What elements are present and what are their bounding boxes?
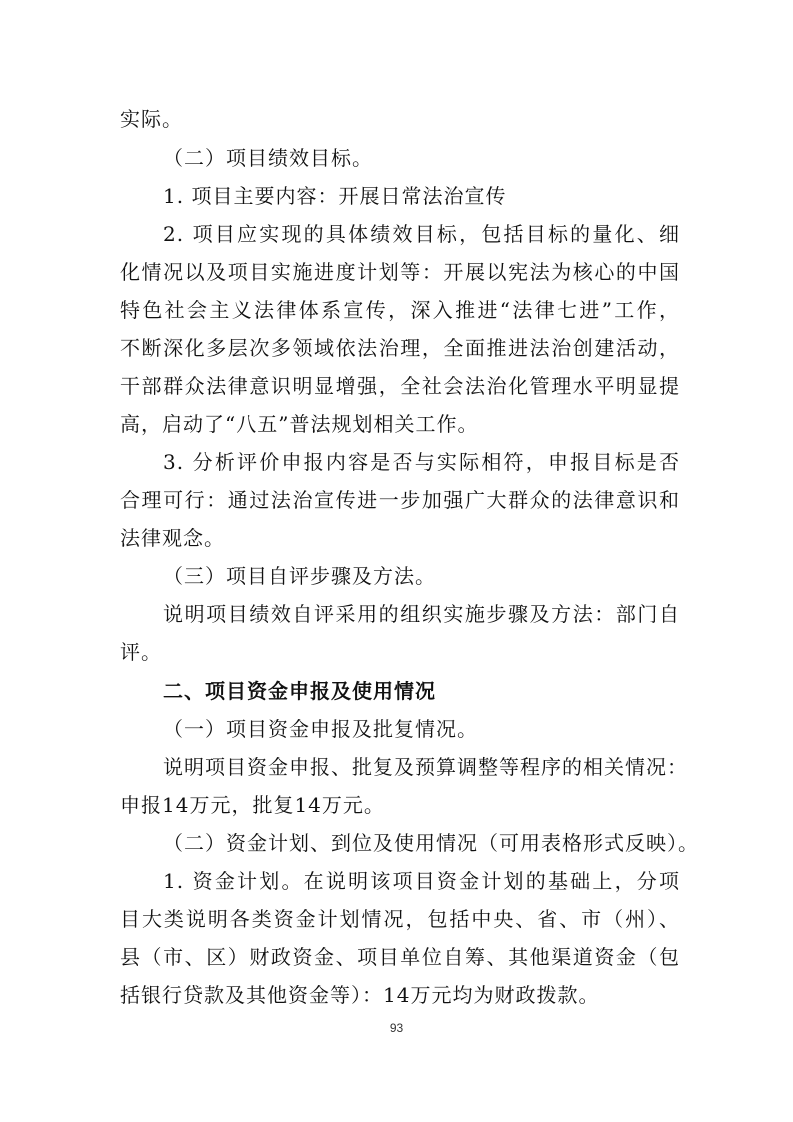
text-line: 评。 xyxy=(120,640,162,664)
text-line: 法律观念。 xyxy=(120,526,225,550)
text-line: 申报14万元，批复14万元。 xyxy=(120,793,385,817)
text-line: 3. 分析评价申报内容是否与实际相符，申报目标是否 xyxy=(163,450,680,474)
text-line: 干部群众法律意识明显增强，全社会法治化管理水平明显提 xyxy=(120,374,680,398)
text-line: 1. 项目主要内容：开展日常法治宣传 xyxy=(163,184,507,208)
section-heading: （二）项目绩效目标。 xyxy=(163,146,373,170)
chapter-heading: 二、项目资金申报及使用情况 xyxy=(163,679,436,703)
section-heading: （二）资金计划、到位及使用情况（可用表格形式反映）。 xyxy=(163,831,699,855)
section-heading: （一）项目资金申报及批复情况。 xyxy=(163,717,478,741)
text-line: 合理可行：通过法治宣传进一步加强广大群众的法律意识和 xyxy=(120,488,680,512)
page-number: 93 xyxy=(389,1021,404,1035)
text-line: 不断深化多层次多领域依法治理，全面推进法治创建活动， xyxy=(120,336,680,360)
text-line: 化情况以及项目实施进度计划等：开展以宪法为核心的中国 xyxy=(120,260,680,284)
text-line: 高，启动了“八五”普法规划相关工作。 xyxy=(120,412,479,436)
text-line: 县（市、区）财政资金、项目单位自筹、其他渠道资金（包 xyxy=(120,945,680,969)
text-line: 目大类说明各类资金计划情况，包括中央、省、市（州）、 xyxy=(120,907,680,931)
text-line: 括银行贷款及其他资金等）：14万元均为财政拨款。 xyxy=(120,983,600,1007)
text-line: 说明项目资金申报、批复及预算调整等程序的相关情况： xyxy=(163,755,688,779)
section-heading: （三）项目自评步骤及方法。 xyxy=(163,564,436,588)
text-line: 实际。 xyxy=(120,107,183,131)
text-line: 特色社会主义法律体系宣传，深入推进“法律七进”工作， xyxy=(120,298,680,322)
text-line: 1. 资金计划。在说明该项目资金计划的基础上，分项 xyxy=(163,869,680,893)
text-line: 说明项目绩效自评采用的组织实施步骤及方法：部门自 xyxy=(163,602,680,626)
text-line: 2. 项目应实现的具体绩效目标，包括目标的量化、细 xyxy=(163,222,680,246)
